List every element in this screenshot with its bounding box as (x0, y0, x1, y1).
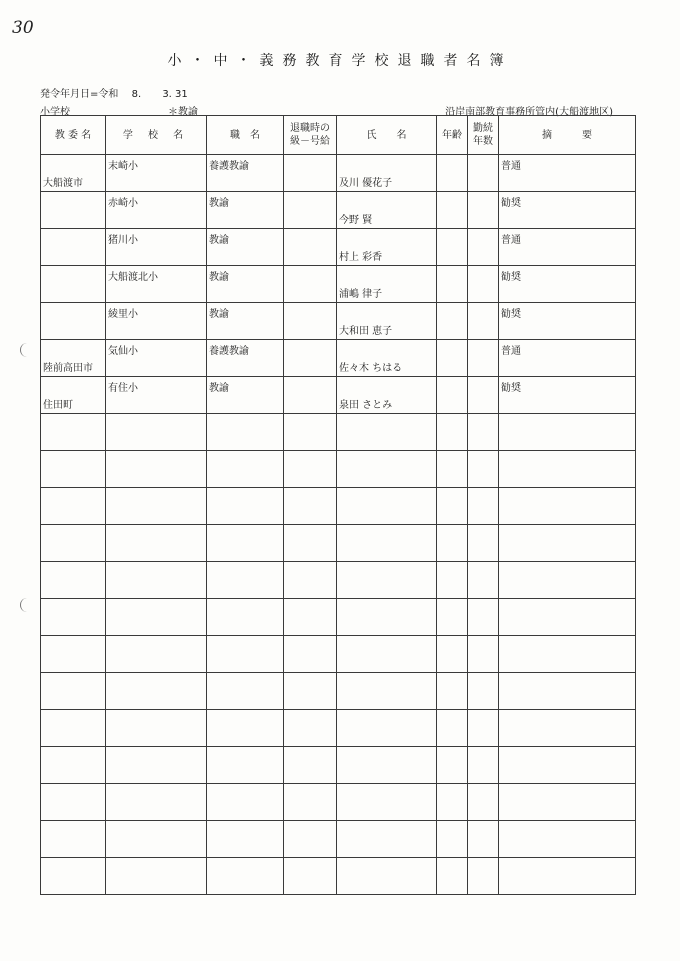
job-cell (207, 155, 284, 192)
page-title: 小・中・義務教育学校退職者名簿 (167, 53, 513, 69)
remarks-cell (499, 377, 636, 414)
age-cell (437, 636, 468, 673)
age-cell (437, 858, 468, 895)
remarks-text: 勧奨 (501, 198, 521, 209)
grade-cell (284, 340, 337, 377)
age-cell (437, 784, 468, 821)
blank-row (41, 636, 636, 673)
name-cell (337, 673, 437, 710)
table-row (41, 192, 636, 229)
school-cell (106, 340, 207, 377)
school-cell (106, 303, 207, 340)
school-name: 気仙小 (108, 346, 138, 357)
board-cell (41, 673, 106, 710)
grade-cell (284, 562, 337, 599)
person-name: 今野 賢 (339, 215, 373, 226)
table-row (41, 340, 636, 377)
school-cell (106, 377, 207, 414)
school-name: 赤崎小 (108, 198, 138, 209)
remarks-cell (499, 229, 636, 266)
issue-date-label: 発令年月日=令和 (40, 89, 119, 100)
age-cell (437, 673, 468, 710)
job-cell (207, 562, 284, 599)
grade-cell (284, 155, 337, 192)
job-title: 養護教諭 (209, 346, 249, 357)
board-cell (41, 229, 106, 266)
grade-cell (284, 599, 337, 636)
board-cell (41, 784, 106, 821)
years-cell (468, 451, 499, 488)
school-type: 小学校 (40, 107, 70, 118)
board-cell (41, 377, 106, 414)
school-cell (106, 636, 207, 673)
job-title: 教諭 (209, 383, 229, 394)
age-cell (437, 451, 468, 488)
remarks-cell (499, 303, 636, 340)
binding-mark (20, 598, 27, 612)
remarks-cell (499, 673, 636, 710)
grade-cell (284, 488, 337, 525)
school-cell (106, 266, 207, 303)
board-cell (41, 525, 106, 562)
name-cell (337, 747, 437, 784)
years-cell (468, 155, 499, 192)
header-board: 教 委 名 (41, 116, 106, 155)
page-number: 30 (12, 18, 34, 38)
job-cell (207, 377, 284, 414)
table-row (41, 303, 636, 340)
board-cell (41, 599, 106, 636)
school-cell (106, 229, 207, 266)
job-cell (207, 414, 284, 451)
job-title: 教諭 (209, 309, 229, 320)
retiree-table (40, 115, 636, 895)
remarks-text: 勧奨 (501, 383, 521, 394)
years-cell (468, 229, 499, 266)
grade-cell (284, 747, 337, 784)
name-cell (337, 599, 437, 636)
grade-cell (284, 377, 337, 414)
person-name: 浦嶋 律子 (339, 289, 383, 300)
years-cell (468, 710, 499, 747)
table-row (41, 266, 636, 303)
job-title: 養護教諭 (209, 161, 249, 172)
blank-row (41, 525, 636, 562)
grade-cell (284, 858, 337, 895)
school-cell (106, 525, 207, 562)
grade-cell (284, 636, 337, 673)
board-cell (41, 266, 106, 303)
blank-row (41, 747, 636, 784)
school-name: 末崎小 (108, 161, 138, 172)
age-cell (437, 710, 468, 747)
job-title: 教諭 (209, 198, 229, 209)
age-cell (437, 525, 468, 562)
age-cell (437, 599, 468, 636)
blank-row (41, 451, 636, 488)
school-cell (106, 155, 207, 192)
age-cell (437, 266, 468, 303)
years-cell (468, 488, 499, 525)
blank-row (41, 710, 636, 747)
job-cell (207, 858, 284, 895)
header-remarks: 摘 要 (499, 116, 636, 155)
years-cell (468, 636, 499, 673)
name-cell (337, 525, 437, 562)
school-cell (106, 858, 207, 895)
header-years-line2: 年数 (473, 136, 493, 147)
years-cell (468, 821, 499, 858)
person-name: 佐々木 ちはる (339, 363, 403, 374)
age-cell (437, 229, 468, 266)
header-school: 学 校 名 (106, 116, 207, 155)
remarks-cell (499, 710, 636, 747)
job-cell (207, 266, 284, 303)
age-cell (437, 562, 468, 599)
grade-cell (284, 266, 337, 303)
board-cell (41, 747, 106, 784)
remarks-cell (499, 747, 636, 784)
school-cell (106, 673, 207, 710)
remarks-text: 勧奨 (501, 309, 521, 320)
board-cell (41, 340, 106, 377)
header-grade (284, 116, 337, 155)
years-cell (468, 192, 499, 229)
grade-cell (284, 414, 337, 451)
remarks-cell (499, 266, 636, 303)
job-cell (207, 710, 284, 747)
person-name: 大和田 恵子 (339, 326, 393, 337)
job-cell (207, 192, 284, 229)
years-cell (468, 599, 499, 636)
job-filter: ＊教諭 (168, 107, 198, 118)
board-cell (41, 636, 106, 673)
age-cell (437, 155, 468, 192)
job-cell (207, 340, 284, 377)
header-job: 職 名 (207, 116, 284, 155)
blank-row (41, 784, 636, 821)
issue-date (40, 85, 188, 100)
remarks-cell (499, 821, 636, 858)
school-cell (106, 784, 207, 821)
remarks-cell (499, 192, 636, 229)
school-name: 有住小 (108, 383, 138, 394)
header-years-line1: 勤続 (473, 123, 493, 134)
name-cell (337, 340, 437, 377)
job-cell (207, 488, 284, 525)
header-age: 年齢 (437, 116, 468, 155)
school-cell (106, 599, 207, 636)
age-cell (437, 747, 468, 784)
remarks-cell (499, 451, 636, 488)
name-cell (337, 414, 437, 451)
years-cell (468, 858, 499, 895)
remarks-cell (499, 636, 636, 673)
years-cell (468, 562, 499, 599)
board-cell (41, 414, 106, 451)
name-cell (337, 562, 437, 599)
table-row (41, 155, 636, 192)
board-cell (41, 710, 106, 747)
remarks-text: 普通 (501, 161, 521, 172)
age-cell (437, 340, 468, 377)
office-jurisdiction: 沿岸南部教育事務所管内(大船渡地区) (445, 107, 613, 118)
table-row (41, 377, 636, 414)
years-cell (468, 673, 499, 710)
job-title: 教諭 (209, 235, 229, 246)
header-grade-line2: 級－号給 (290, 136, 330, 147)
years-cell (468, 303, 499, 340)
remarks-cell (499, 414, 636, 451)
grade-cell (284, 525, 337, 562)
remarks-cell (499, 525, 636, 562)
board-cell (41, 821, 106, 858)
name-cell (337, 784, 437, 821)
remarks-cell (499, 784, 636, 821)
board-cell (41, 858, 106, 895)
binding-mark (20, 343, 27, 357)
years-cell (468, 784, 499, 821)
name-cell (337, 229, 437, 266)
name-cell (337, 821, 437, 858)
person-name: 泉田 さとみ (339, 400, 393, 411)
years-cell (468, 525, 499, 562)
grade-cell (284, 192, 337, 229)
remarks-cell (499, 488, 636, 525)
job-cell (207, 821, 284, 858)
table-header-row (41, 116, 636, 155)
issue-date-era-year: 8. (131, 89, 142, 100)
name-cell (337, 710, 437, 747)
job-title: 教諭 (209, 272, 229, 283)
board-name: 住田町 (43, 400, 73, 411)
remarks-cell (499, 155, 636, 192)
blank-row (41, 414, 636, 451)
name-cell (337, 858, 437, 895)
job-cell (207, 636, 284, 673)
remarks-cell (499, 562, 636, 599)
grade-cell (284, 229, 337, 266)
age-cell (437, 192, 468, 229)
remarks-text: 普通 (501, 235, 521, 246)
board-name: 大船渡市 (43, 178, 83, 189)
school-cell (106, 414, 207, 451)
issue-date-month-day: 3. 31 (162, 89, 188, 100)
years-cell (468, 377, 499, 414)
years-cell (468, 340, 499, 377)
grade-cell (284, 784, 337, 821)
job-cell (207, 451, 284, 488)
name-cell (337, 155, 437, 192)
header-name: 氏 名 (337, 116, 437, 155)
remarks-text: 普通 (501, 346, 521, 357)
name-cell (337, 303, 437, 340)
header-grade-line1: 退職時の (290, 123, 330, 134)
blank-row (41, 821, 636, 858)
grade-cell (284, 673, 337, 710)
remarks-cell (499, 340, 636, 377)
name-cell (337, 266, 437, 303)
blank-row (41, 599, 636, 636)
remarks-cell (499, 599, 636, 636)
years-cell (468, 414, 499, 451)
blank-row (41, 673, 636, 710)
school-cell (106, 192, 207, 229)
school-cell (106, 562, 207, 599)
grade-cell (284, 710, 337, 747)
name-cell (337, 377, 437, 414)
person-name: 村上 彩香 (339, 252, 383, 263)
header-years (468, 116, 499, 155)
school-cell (106, 747, 207, 784)
table-row (41, 229, 636, 266)
grade-cell (284, 303, 337, 340)
age-cell (437, 303, 468, 340)
school-name: 綾里小 (108, 309, 138, 320)
name-cell (337, 488, 437, 525)
school-cell (106, 821, 207, 858)
job-cell (207, 525, 284, 562)
years-cell (468, 747, 499, 784)
job-cell (207, 229, 284, 266)
board-cell (41, 192, 106, 229)
age-cell (437, 377, 468, 414)
remarks-cell (499, 858, 636, 895)
grade-cell (284, 821, 337, 858)
school-cell (106, 451, 207, 488)
board-cell (41, 488, 106, 525)
blank-row (41, 562, 636, 599)
school-name: 大船渡北小 (108, 272, 158, 283)
blank-row (41, 488, 636, 525)
school-name: 猪川小 (108, 235, 138, 246)
age-cell (437, 414, 468, 451)
blank-row (41, 858, 636, 895)
board-cell (41, 451, 106, 488)
school-cell (106, 710, 207, 747)
person-name: 及川 優花子 (339, 178, 393, 189)
name-cell (337, 636, 437, 673)
name-cell (337, 192, 437, 229)
school-cell (106, 488, 207, 525)
grade-cell (284, 451, 337, 488)
name-cell (337, 451, 437, 488)
job-cell (207, 673, 284, 710)
job-cell (207, 599, 284, 636)
remarks-text: 勧奨 (501, 272, 521, 283)
board-name: 陸前高田市 (43, 363, 93, 374)
board-cell (41, 562, 106, 599)
job-cell (207, 747, 284, 784)
board-cell (41, 155, 106, 192)
years-cell (468, 266, 499, 303)
age-cell (437, 821, 468, 858)
board-cell (41, 303, 106, 340)
age-cell (437, 488, 468, 525)
job-cell (207, 784, 284, 821)
job-cell (207, 303, 284, 340)
